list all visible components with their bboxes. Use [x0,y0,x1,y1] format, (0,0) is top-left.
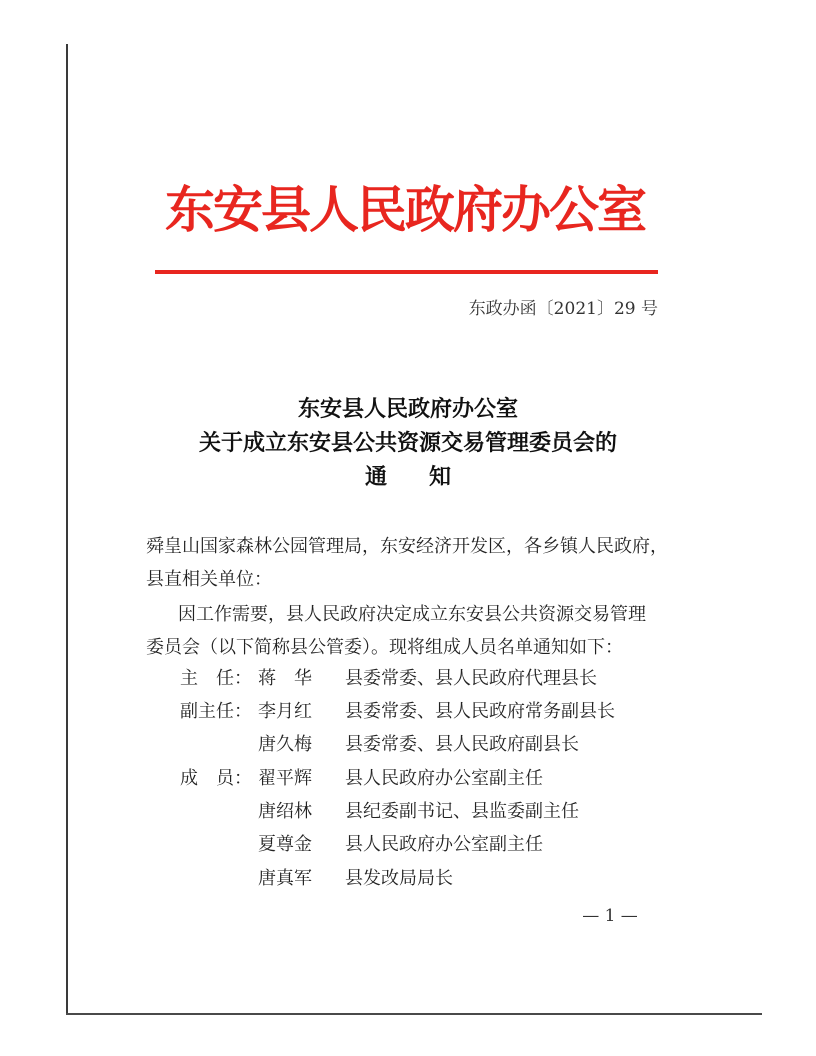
title-line-3: 通知 [364,464,493,490]
member-position: 县人民政府办公室副主任 [345,768,543,789]
member-name: 唐真军 [258,868,312,889]
document-number: 东政办函〔2021〕29 号 [468,299,658,319]
member-position: 县发改局局长 [345,868,453,889]
letterhead-issuer: 东安县人民政府办公室 [165,180,645,239]
addressee-line-2: 县直相关单位： [146,569,272,590]
member-name: 唐绍林 [258,801,312,822]
document-title [120,392,696,494]
member-name: 李月红 [258,701,312,722]
scan-edge-bottom [66,1013,762,1015]
member-position: 县人民政府办公室副主任 [345,834,543,855]
member-position: 县纪委副书记、县监委副主任 [345,801,579,822]
title-line-1: 东安县人民政府办公室 [297,396,518,422]
member-position: 县委常委、县人民政府常务副县长 [345,701,615,722]
member-position: 县委常委、县人民政府代理县长 [345,668,597,689]
page-number: — 1 — [582,906,638,926]
member-name: 唐久梅 [258,734,312,755]
member-role: 主 任： [180,668,252,689]
title-line-2: 关于成立东安县公共资源交易管理委员会的 [198,430,617,456]
member-name: 翟平辉 [258,768,312,789]
intro-line-1: 因工作需要，县人民政府决定成立东安县公共资源交易管理 [178,604,646,625]
member-name: 夏尊金 [258,834,312,855]
scan-edge-left [66,44,68,1014]
member-position: 县委常委、县人民政府副县长 [345,734,579,755]
member-role: 成 员： [180,768,252,789]
intro-line-2: 委员会（以下简称县公管委）。现将组成人员名单通知如下： [146,637,623,658]
member-role: 副主任： [180,701,252,722]
addressee-line-1: 舜皇山国家森林公园管理局，东安经济开发区，各乡镇人民政府， [146,536,668,557]
red-separator-line [155,270,658,274]
member-name: 蒋 华 [258,668,312,689]
